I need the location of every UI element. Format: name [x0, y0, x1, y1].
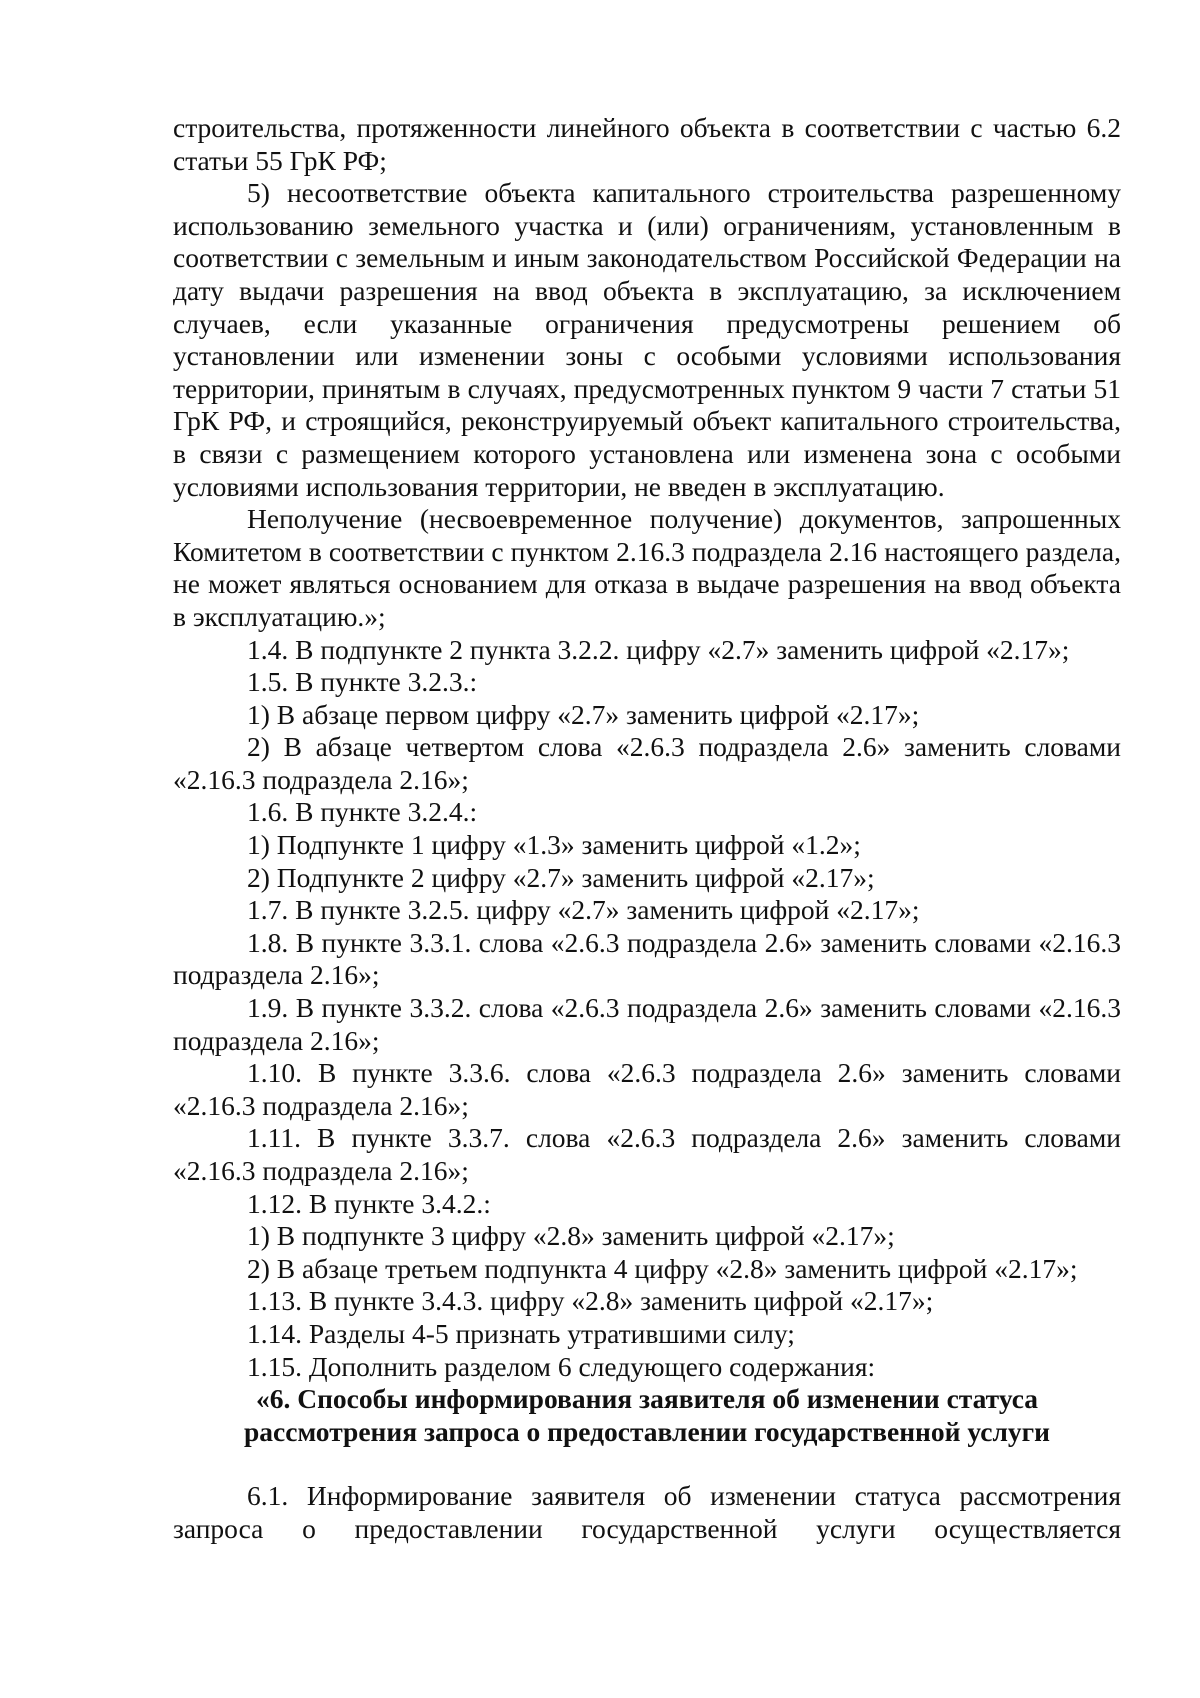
- paragraph-1-6-2: 2) Подпункте 2 цифру «2.7» заменить цифрой «2.17»;: [247, 861, 875, 893]
- paragraph-1-6-1: 1) Подпункте 1 цифру «1.3» заменить цифрой «1.2»;: [247, 829, 861, 861]
- paragraph-1-10: 1.10. В пункте 3.3.6. слова «2.6.3 подраздела 2.6» заменить словами «2.16.3 подраздела 2.16»;: [173, 1057, 1121, 1121]
- document-page: [173, 112, 1121, 1546]
- paragraph-1-13: 1.13. В пункте 3.4.3. цифру «2.8» заменить цифрой «2.17»;: [247, 1285, 934, 1317]
- paragraph-1-12: 1.12. В пункте 3.4.2.:: [247, 1187, 491, 1219]
- paragraph-nonreceipt: Неполучение (несвоевременное получение) документов, запрошенных Комитетом в соответствии с пунктом 2.16.3 подраздела 2.16 настоящего раздела, не может являться основанием для отказа в выдаче разрешения на ввод объекта в эксплуатацию.»;: [173, 503, 1121, 632]
- paragraph-1-4: 1.4. В подпункте 2 пункта 3.2.2. цифру «2.7» заменить цифрой «2.17»;: [247, 633, 1070, 665]
- paragraph-6-1: 6.1. Информирование заявителя об изменении статуса рассмотрения запроса о предоставлении государственной услуги осуществляется: [173, 1480, 1121, 1544]
- paragraph-1-8: 1.8. В пункте 3.3.1. слова «2.6.3 подраздела 2.6» заменить словами «2.16.3 подраздела 2.16»;: [173, 926, 1121, 991]
- paragraph-1-9: 1.9. В пункте 3.3.2. слова «2.6.3 подраздела 2.6» заменить словами «2.16.3 подраздела 2.16»;: [173, 992, 1121, 1056]
- paragraph-item-5: 5) несоответствие объекта капитального строительства разрешенному использованию земельного участка и (или) ограничениям, установленным в соответствии с земельным и иным законодательством Российской Федерации на дату выдачи разрешения на ввод объекта в эксплуатацию, за исключением случаев, если указанные ограничения предусмотрены решением об установлении или изменении зоны с особыми условиями использования территории, принятым в случаях, предусмотренных пунктом 9 части 7 статьи 51 ГрК РФ, и строящийся, реконструируемый объект капитального строительства, в связи с размещением которого установлена или изменена зона с особыми условиями использования территории, не введен в эксплуатацию.: [173, 177, 1121, 502]
- paragraph-1-5-2: 2) В абзаце четвертом слова «2.6.3 подраздела 2.6» заменить словами «2.16.3 подраздела 2.16»;: [173, 731, 1121, 795]
- paragraph-1-12-2: 2) В абзаце третьем подпункта 4 цифру «2.8» заменить цифрой «2.17»;: [247, 1252, 1078, 1284]
- paragraph-1-11: 1.11. В пункте 3.3.7. слова «2.6.3 подраздела 2.6» заменить словами «2.16.3 подраздела 2.16»;: [173, 1122, 1121, 1186]
- section-6-heading-line1: «6. Способы информирования заявителя об изменении статуса: [255, 1383, 1039, 1415]
- paragraph-1-7: 1.7. В пункте 3.2.5. цифру «2.7» заменить цифрой «2.17»;: [247, 894, 920, 926]
- paragraph-continuation: строительства, протяженности линейного объекта в соответствии с частью 6.2 статьи 55 ГрК РФ;: [173, 112, 1121, 176]
- paragraph-1-14: 1.14. Разделы 4-5 признать утратившими силу;: [247, 1317, 795, 1349]
- paragraph-1-15: 1.15. Дополнить разделом 6 следующего содержания:: [247, 1350, 876, 1382]
- section-6-heading: [173, 1383, 1121, 1448]
- paragraph-1-6: 1.6. В пункте 3.2.4.:: [247, 796, 478, 828]
- paragraph-1-12-1: 1) В подпункте 3 цифру «2.8» заменить цифрой «2.17»;: [247, 1220, 895, 1252]
- section-6-heading-line2: рассмотрения запроса о предоставлении государственной услуги: [243, 1415, 1050, 1447]
- paragraph-1-5: 1.5. В пункте 3.2.3.:: [247, 666, 478, 698]
- paragraph-1-5-1: 1) В абзаце первом цифру «2.7» заменить цифрой «2.17»;: [247, 698, 920, 730]
